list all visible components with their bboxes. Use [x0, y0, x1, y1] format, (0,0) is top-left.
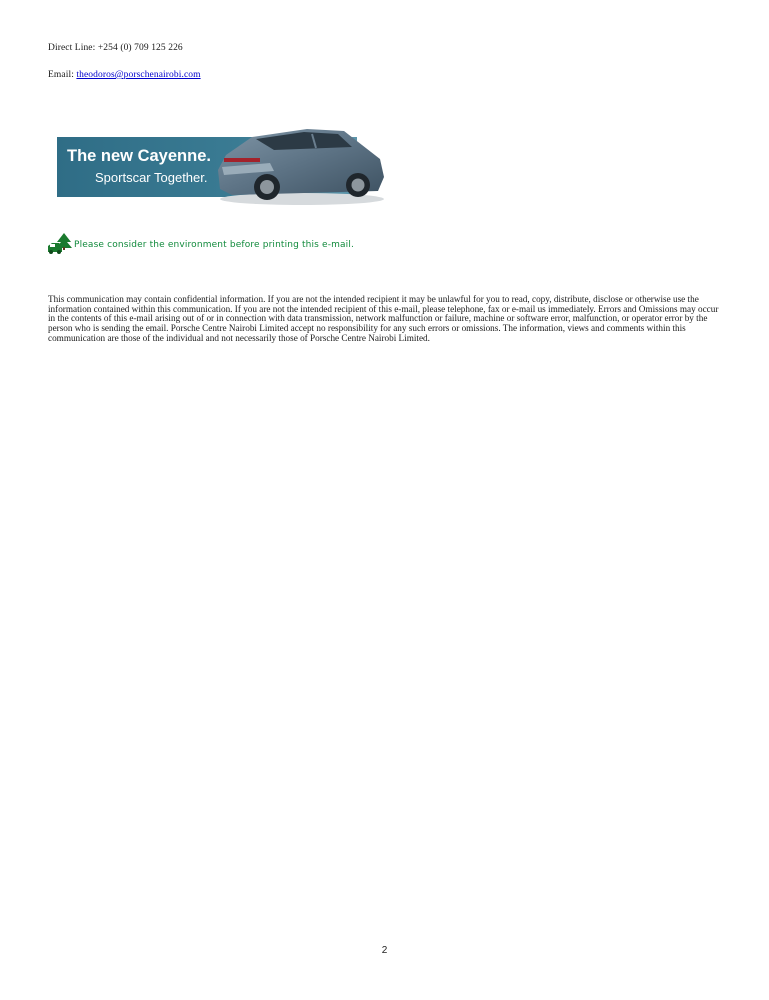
- email-link[interactable]: theodoros@porschenairobi.com: [76, 70, 201, 80]
- cayenne-banner[interactable]: [57, 125, 387, 207]
- page-number: 2: [381, 945, 388, 956]
- environment-text: Please consider the environment before printing this e-mail.: [74, 240, 354, 250]
- banner-tagline: Sportscar Together.: [95, 170, 208, 185]
- banner-headline: The new Cayenne.: [67, 147, 211, 165]
- direct-line: Direct Line: +254 (0) 709 125 226: [48, 43, 183, 53]
- car-image: [212, 125, 387, 207]
- disclaimer-text: This communication may contain confidential information. If you are not the intended recipient it may be unlawful for you to read, copy, distribute, disclose or otherwise use the information contained within this communication. If you are not the intended recipient of this e-mail, please telephone, fax or e-mail us immediately. Errors and Omissions may occur in the contents of this e-mail arising out of or in connection with data transmission, network malfunction or failure, machine or software error, malfunction, or operator error by the person who is sending the email. Porsche Centre Nairobi Limited accept no responsibility for any such errors or omissions. The information, views and comments within this communication are those of the individual and not necessarily those of Porsche Centre Nairobi Limited.: [48, 294, 719, 343]
- tree-car-icon: [47, 233, 73, 255]
- email-label: Email:: [48, 70, 77, 80]
- email-line: [48, 70, 201, 80]
